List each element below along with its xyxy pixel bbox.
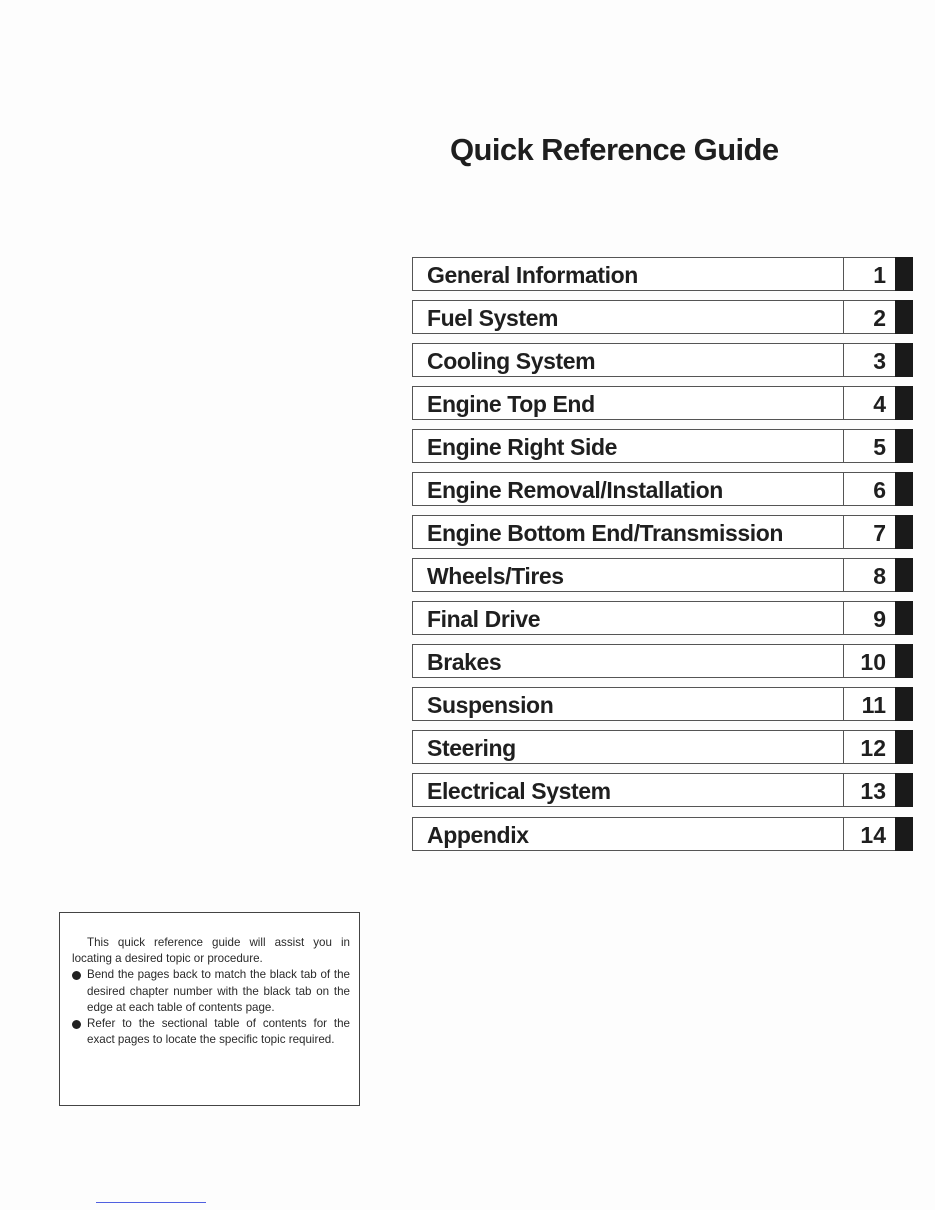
toc-item-cooling-system[interactable] <box>412 343 913 377</box>
toc-label-box <box>412 429 844 463</box>
toc-number-box <box>843 300 896 334</box>
black-tab-marker <box>895 687 913 721</box>
toc-label-box <box>412 386 844 420</box>
toc-number-box <box>843 257 896 291</box>
black-tab-marker <box>895 558 913 592</box>
toc-label: Engine Bottom End/Transmission <box>427 520 784 546</box>
toc-label-box <box>412 343 844 377</box>
toc-label-box <box>412 817 844 851</box>
toc-number: 9 <box>873 606 886 632</box>
toc-number: 8 <box>873 563 886 589</box>
toc-number-box <box>843 644 896 678</box>
toc-number-box <box>843 472 896 506</box>
toc-label: Final Drive <box>427 606 541 632</box>
toc-number-box <box>843 687 896 721</box>
toc-label: Cooling System <box>427 348 596 374</box>
bullet-icon <box>72 971 81 980</box>
usage-note-box <box>59 912 360 1106</box>
page-title: Quick Reference Guide <box>450 132 779 167</box>
note-bullet <box>72 1016 350 1048</box>
toc-item-appendix[interactable] <box>412 817 913 851</box>
toc-number-box <box>843 558 896 592</box>
link-underline[interactable] <box>96 1202 206 1203</box>
toc-label: Brakes <box>427 649 502 675</box>
black-tab-marker <box>895 730 913 764</box>
toc-label-box <box>412 257 844 291</box>
toc-label-box <box>412 644 844 678</box>
toc-item-suspension[interactable] <box>412 687 913 721</box>
toc-label: Steering <box>427 735 516 761</box>
toc-number: 10 <box>860 649 886 675</box>
toc-item-fuel-system[interactable] <box>412 300 913 334</box>
toc-label-box <box>412 730 844 764</box>
black-tab-marker <box>895 773 913 807</box>
toc-number: 12 <box>860 735 886 761</box>
toc-label: General Information <box>427 262 638 288</box>
note-bullet-text: Bend the pages back to match the black tab of the desired chapter number with the black tab on the edge at each table of contents page. <box>87 968 350 1014</box>
toc-number-box <box>843 515 896 549</box>
toc-item-wheels-tires[interactable] <box>412 558 913 592</box>
toc-number-box <box>843 429 896 463</box>
toc-label: Appendix <box>427 822 529 848</box>
toc-number: 13 <box>860 778 886 804</box>
toc-number: 1 <box>873 262 886 288</box>
toc-item-steering[interactable] <box>412 730 913 764</box>
toc-item-engine-bottom-end-transmission[interactable] <box>412 515 913 549</box>
toc-number-box <box>843 601 896 635</box>
black-tab-marker <box>895 300 913 334</box>
black-tab-marker <box>895 343 913 377</box>
usage-note-text <box>72 935 350 1048</box>
toc-item-final-drive[interactable] <box>412 601 913 635</box>
toc-number: 7 <box>873 520 886 546</box>
toc-item-engine-removal-installation[interactable] <box>412 472 913 506</box>
toc-number-box <box>843 730 896 764</box>
toc-number-box <box>843 817 896 851</box>
toc-label: Engine Removal/Installation <box>427 477 723 503</box>
toc-label-box <box>412 773 844 807</box>
note-bullet-text: Refer to the sectional table of contents for the exact pages to locate the specific topic required. <box>87 1017 350 1047</box>
black-tab-marker <box>895 257 913 291</box>
black-tab-marker <box>895 601 913 635</box>
toc-item-general-information[interactable] <box>412 257 913 291</box>
black-tab-marker <box>895 429 913 463</box>
toc-label-box <box>412 687 844 721</box>
toc-label-box <box>412 300 844 334</box>
toc-item-electrical-system[interactable] <box>412 773 913 807</box>
toc-label: Wheels/Tires <box>427 563 564 589</box>
toc-label: Engine Top End <box>427 391 595 417</box>
toc-number: 4 <box>873 391 886 417</box>
toc-number: 2 <box>873 305 886 331</box>
toc-label: Fuel System <box>427 305 559 331</box>
toc-label: Suspension <box>427 692 554 718</box>
toc-item-engine-top-end[interactable] <box>412 386 913 420</box>
toc-label: Engine Right Side <box>427 434 617 460</box>
toc-label-box <box>412 515 844 549</box>
toc-label-box <box>412 472 844 506</box>
bullet-icon <box>72 1020 81 1029</box>
toc-label-box <box>412 601 844 635</box>
toc-number-box <box>843 773 896 807</box>
toc-number: 3 <box>873 348 886 374</box>
black-tab-marker <box>895 515 913 549</box>
toc-label: Electrical System <box>427 778 611 804</box>
black-tab-marker <box>895 386 913 420</box>
toc-number-box <box>843 343 896 377</box>
toc-item-engine-right-side[interactable] <box>412 429 913 463</box>
toc-item-brakes[interactable] <box>412 644 913 678</box>
toc-number: 14 <box>860 822 886 848</box>
black-tab-marker <box>895 472 913 506</box>
toc-number: 11 <box>861 692 886 718</box>
black-tab-marker <box>895 817 913 851</box>
note-intro: This quick reference guide will assist you in locating a desired topic or procedure. <box>72 936 350 966</box>
black-tab-marker <box>895 644 913 678</box>
toc-number: 6 <box>873 477 886 503</box>
toc-number: 5 <box>873 434 886 460</box>
note-bullet <box>72 967 350 1016</box>
toc-number-box <box>843 386 896 420</box>
toc-label-box <box>412 558 844 592</box>
